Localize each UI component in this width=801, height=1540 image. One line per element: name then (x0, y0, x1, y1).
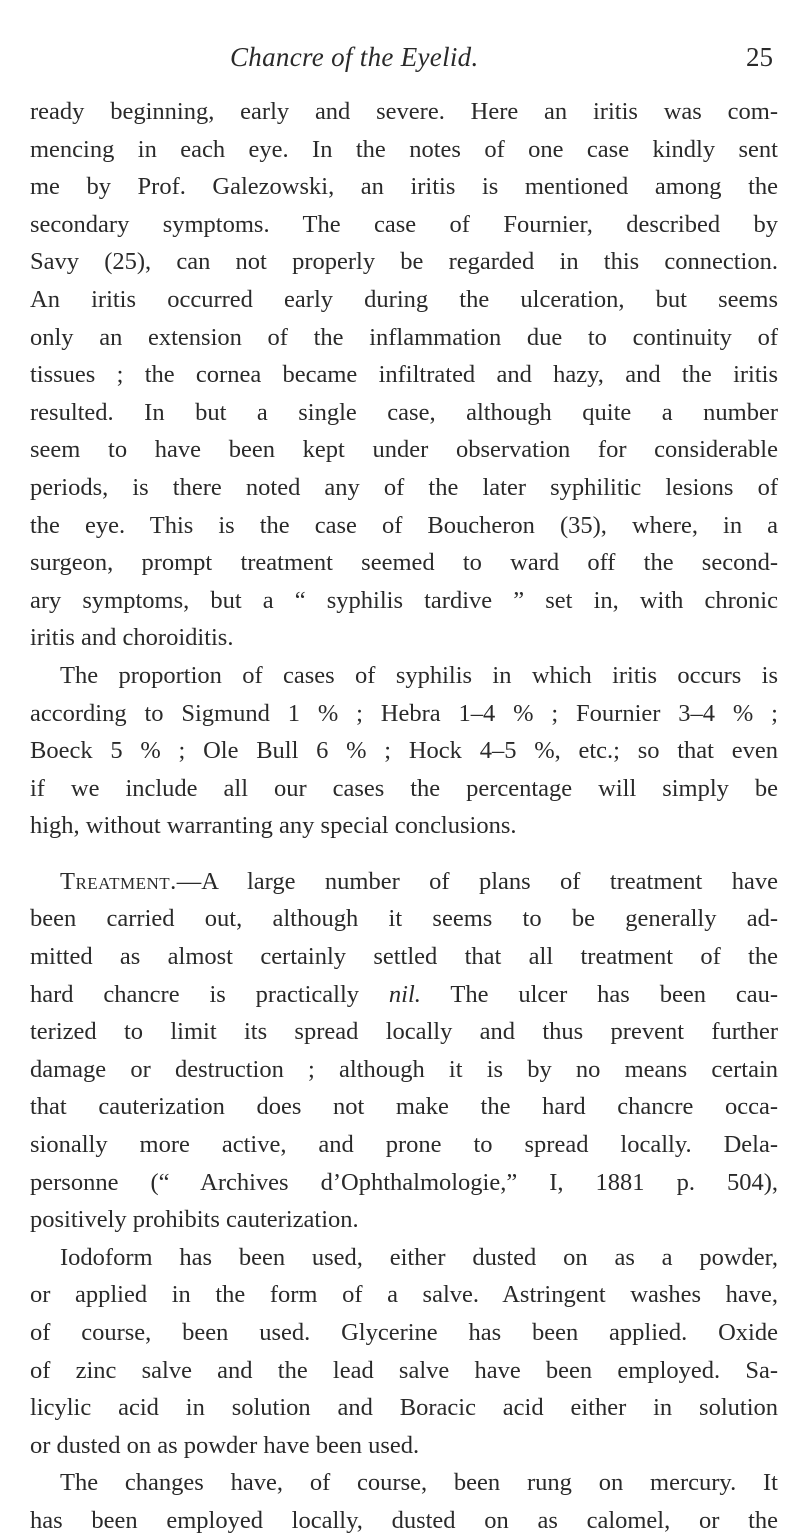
text-line: of course, been used. Glycerine has been applied. Oxide (30, 1319, 778, 1346)
text-line: iritis and choroiditis. (30, 624, 234, 652)
text-line: only an extension of the inflammation due to continuity of (30, 323, 778, 351)
text-line: seem to have been kept under observation for considerable (30, 436, 778, 464)
text-line: that cauterization does not make the hard chancre occa- (30, 1093, 778, 1121)
treatment-first-line (30, 863, 778, 901)
text-line: ready beginning, early and severe. Here an iritis was com- (30, 98, 778, 125)
text-line: periods, is there noted any of the later syphilitic lesions of (30, 473, 778, 501)
text-line: has been employed locally, dusted on as calomel, or the (30, 1506, 778, 1534)
text-line: resulted. In but a single case, although quite a number (30, 398, 778, 426)
text-line: me by Prof. Galezowski, an iritis is mentioned among the (30, 173, 778, 201)
text-line: The changes have, of course, been rung on mercury. It (60, 1469, 778, 1497)
text-line: terized to limit its spread locally and thus prevent further (30, 1018, 778, 1046)
text-line: or dusted on as powder have been used. (30, 1431, 420, 1459)
running-title: Chancre of the Eyelid. (230, 42, 479, 72)
page-number: 25 (746, 42, 773, 72)
text-line: surgeon, prompt treatment seemed to ward off the second- (30, 549, 778, 577)
running-head (0, 42, 801, 78)
text-line: mitted as almost certainly settled that all treatment of the (30, 943, 778, 971)
text-line: personne (“ Archives d’Ophthalmologie,” I, 1881 p. 504), (30, 1168, 778, 1196)
text-fragment: —A large number of plans of treatment have (176, 867, 778, 895)
section-gap (30, 845, 778, 863)
text-line: of zinc salve and the lead salve have been employed. Sa- (30, 1356, 778, 1384)
text-line: Boeck 5 % ; Ole Bull 6 % ; Hock 4–5 %, etc.; so that even (30, 737, 778, 765)
text-line: ary symptoms, but a “ syphilis tardive ” set in, with chronic (30, 586, 778, 614)
text-line: damage or destruction ; although it is by no means certain (30, 1055, 778, 1083)
text-line: secondary symptoms. The case of Fournier, described by (30, 210, 778, 238)
text-line-nil (30, 976, 778, 1014)
text-line: the eye. This is the case of Boucheron (35), where, in a (30, 511, 778, 539)
text-line: according to Sigmund 1 % ; Hebra 1–4 % ; Fournier 3–4 % ; (30, 699, 778, 727)
text-line: or applied in the form of a salve. Astringent washes have, (30, 1281, 778, 1309)
italic-word: nil. (388, 980, 421, 1008)
text-line: sionally more active, and prone to spread locally. Dela- (30, 1131, 778, 1159)
body-text (30, 93, 778, 1540)
text-line: been carried out, although it seems to be generally ad- (30, 905, 778, 933)
text-line: The proportion of cases of syphilis in which iritis occurs is (60, 661, 778, 689)
text-fragment: The ulcer has been cau- (420, 980, 778, 1008)
text-fragment: hard chancre is practically (30, 980, 389, 1008)
text-line: high, without warranting any special conclusions. (30, 812, 517, 840)
text-line: Savy (25), can not properly be regarded in this connection. (30, 248, 778, 276)
text-line: An iritis occurred early during the ulceration, but seems (30, 285, 778, 313)
text-line: Iodoform has been used, either dusted on as a powder, (60, 1243, 778, 1271)
text-line: tissues ; the cornea became infiltrated and hazy, and the iritis (30, 361, 778, 389)
text-line: positively prohibits cauterization. (30, 1206, 359, 1234)
section-heading-treatment: Treatment. (60, 867, 177, 895)
text-line: if we include all our cases the percentage will simply be (30, 774, 778, 802)
text-line: licylic acid in solution and Boracic acid either in solution (30, 1394, 778, 1422)
text-line: mencing in each eye. In the notes of one case kindly sent (30, 135, 778, 163)
